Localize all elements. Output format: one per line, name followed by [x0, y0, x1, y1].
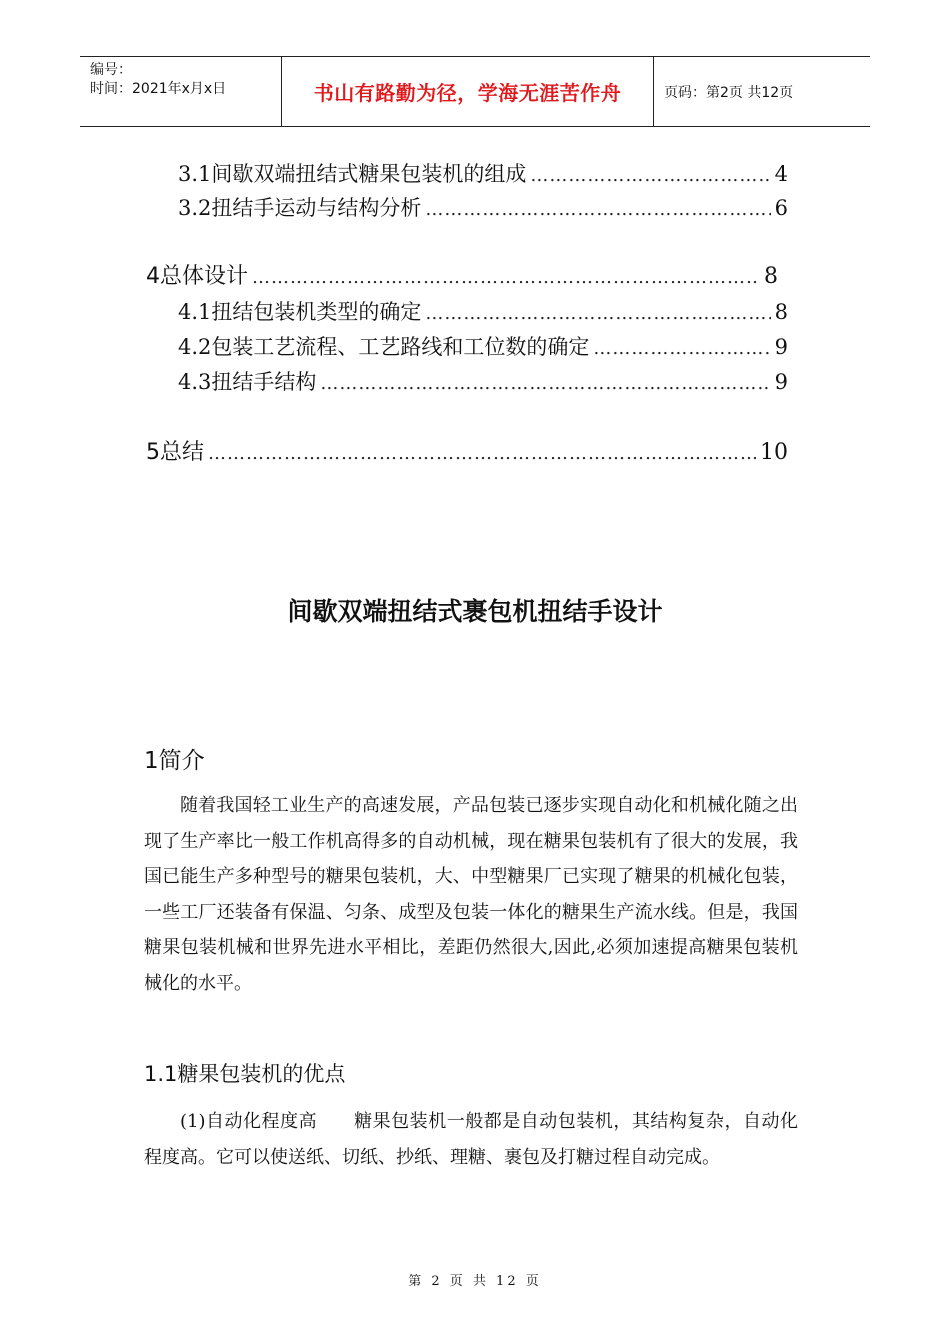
toc-item-page: 8 — [774, 300, 788, 324]
toc-item[interactable] — [178, 296, 788, 326]
toc-item[interactable] — [178, 158, 788, 188]
toc-item-number: 3.1 — [178, 162, 212, 186]
header-page-cell — [654, 57, 870, 126]
toc-item-label: 扭结手运动与结构分析 — [211, 196, 422, 220]
toc-item-page: 6 — [774, 196, 788, 220]
toc-item[interactable] — [178, 366, 788, 396]
toc-item-page: 8 — [764, 264, 778, 289]
toc-item-page: 9 — [774, 370, 788, 394]
time-label: 时间：2021年x月x日 — [90, 81, 227, 97]
motto-text: 书山有路勤为径，学海无涯苦作舟 — [313, 81, 622, 105]
toc-item[interactable] — [146, 259, 778, 290]
header-table — [80, 56, 870, 127]
toc-item-label: 间歇双端扭结式糖果包装机的组成 — [211, 162, 527, 186]
toc-item-page: 4 — [774, 162, 788, 186]
toc-leader-dots — [320, 373, 770, 394]
toc-item-number: 4.2 — [178, 335, 212, 359]
header-meta-cell — [80, 57, 282, 126]
toc-leader-dots — [252, 267, 760, 288]
page-info: 页码：第2页 共12页 — [664, 84, 794, 101]
toc-leader-dots — [593, 338, 770, 359]
header-motto-cell — [282, 57, 654, 126]
toc-item-page: 9 — [774, 335, 788, 359]
subsection-heading: 1.1糖果包装机的优点 — [144, 1062, 346, 1086]
toc-item-page: 10 — [760, 440, 788, 465]
document-title: 间歇双端扭结式裹包机扭结手设计 — [287, 597, 663, 626]
toc-item-number: 4.3 — [178, 370, 212, 394]
toc-item-number: 5 — [146, 440, 160, 465]
toc-leader-dots — [530, 165, 770, 186]
toc-item-label: 包装工艺流程、工艺路线和工位数的确定 — [211, 335, 590, 359]
page-footer: 第 2 页 共 12 页 — [408, 1274, 542, 1289]
toc-leader-dots — [425, 303, 770, 324]
toc-item[interactable] — [178, 192, 788, 222]
toc-item[interactable] — [146, 435, 788, 466]
toc-item-label: 总体设计 — [160, 264, 249, 289]
section-paragraph: 随着我国轻工业生产的高速发展，产品包装已逐步实现自动化和机械化随之出现了生产率比一般工作机高得多的自动机械，现在糖果包装机有了很大的发展，我国已能生产多种型号的糖果包装机，大、中型糖果厂已实现了糖果的机械化包装，一些工厂还装备有保温、匀条、成型及包装一体化的糖果生产流水线。但是，我国糖果包装机械和世界先进水平相比，差距仍然很大,因此,必须加速提高糖果包装机械化的水平。 — [144, 795, 798, 994]
toc-item-label: 总结 — [160, 440, 205, 465]
toc-item-number: 3.2 — [178, 196, 212, 220]
toc-item-number: 4.1 — [178, 300, 212, 324]
toc-item[interactable] — [178, 331, 788, 361]
toc-item-label: 扭结包装机类型的确定 — [211, 300, 422, 324]
subsection-paragraph: (1)自动化程度高 糖果包装机一般都是自动包装机，其结构复杂，自动化程度高。它可以使送纸、切纸、抄纸、理糖、裹包及打糖过程自动完成。 — [144, 1111, 798, 1168]
toc-item-label: 扭结手结构 — [211, 370, 317, 394]
toc-leader-dots — [208, 443, 756, 464]
section-heading: 1简介 — [144, 748, 205, 774]
number-label: 编号： — [90, 62, 132, 78]
toc-leader-dots — [425, 199, 770, 220]
toc-item-number: 4 — [146, 264, 160, 289]
